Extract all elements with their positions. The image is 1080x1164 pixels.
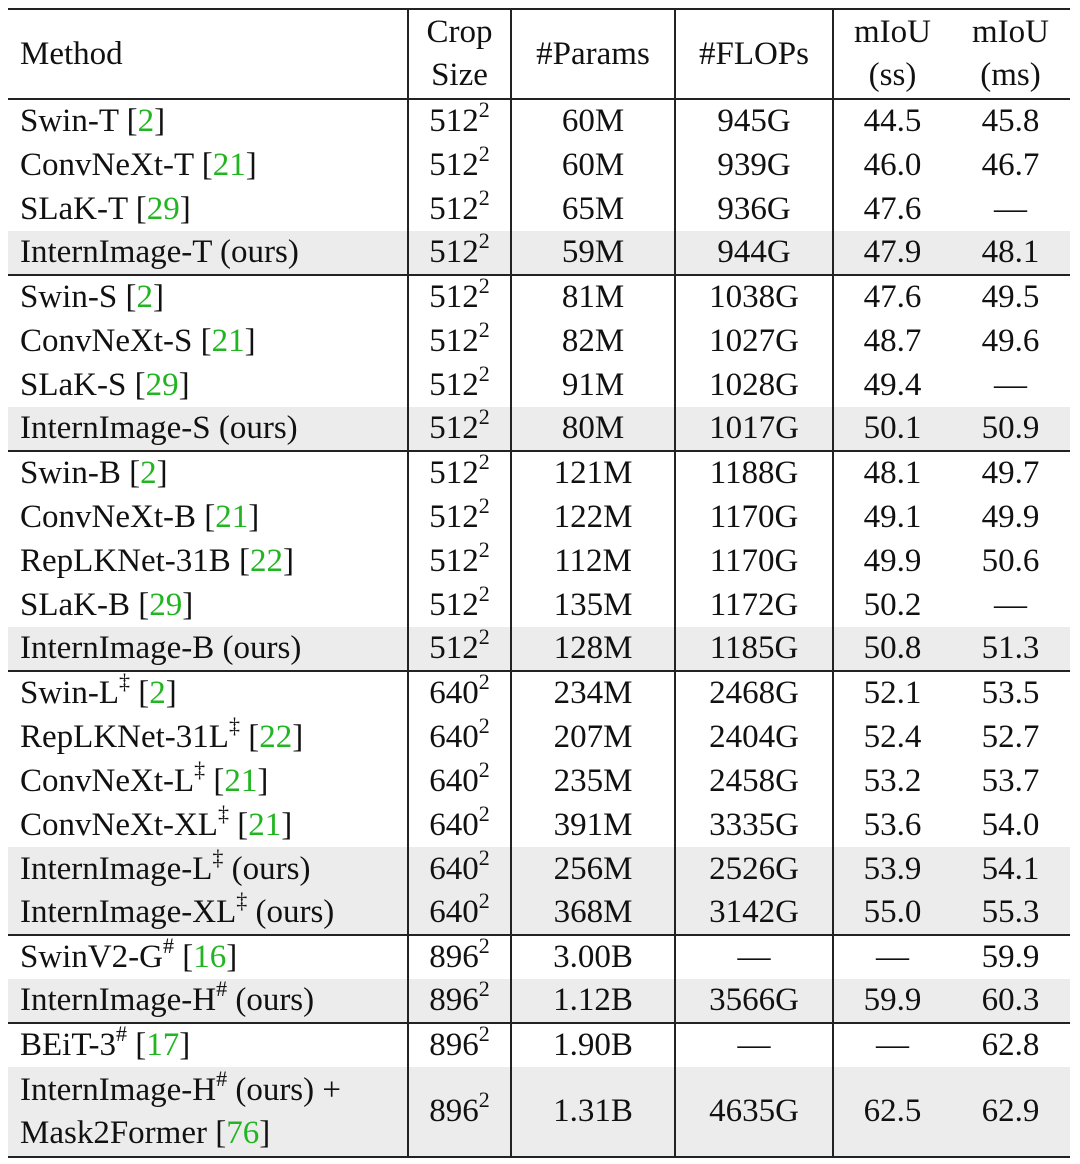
table-row [8,539,1070,583]
flops-cell: 936G [675,187,833,231]
table-row [8,451,1070,495]
method-name: InternImage-T [20,234,212,270]
citation-ref: 22 [250,542,284,579]
crop-size-exponent: 2 [478,536,490,562]
miou-ms-cell: 49.5 [951,275,1070,319]
miou-ss-cell: 48.7 [863,322,922,359]
params-cell: 135M [511,583,675,627]
miou-ms-cell: 60.3 [951,979,1070,1023]
miou-ms-cell: — [994,586,1027,623]
params-cell: 207M [511,715,675,759]
crop-size-value: 512 [429,279,479,315]
miou-ms-cell: 50.9 [951,407,1070,451]
miou-ss-cell: 53.6 [863,806,922,843]
method-name: RepLKNet-31L [20,718,229,755]
crop-size-value: 640 [429,850,479,887]
citation-ref: 29 [149,586,183,623]
crop-size-exponent: 2 [478,228,490,253]
table-row [8,275,1070,319]
method-cell: Swin-S [2] [8,275,408,319]
miou-ms-cell: 49.9 [981,498,1040,535]
miou-ms-cell: 51.3 [951,627,1070,671]
crop-size-cell [408,360,511,407]
crop-size-value: 640 [429,675,479,711]
miou-ms-cell: 49.7 [951,451,1070,495]
miou-ms-cell: 59.9 [951,935,1070,979]
method-name: SLaK-T [20,190,128,227]
crop-size-value: 512 [429,190,479,227]
results-table [8,8,1070,1158]
crop-size-value: 512 [429,322,479,359]
flops-cell: 939G [675,143,833,187]
table-row [8,671,1070,715]
params-cell: 128M [511,627,675,671]
params-cell: 391M [511,803,675,847]
crop-size-value: 896 [429,1027,479,1063]
citation-ref: 17 [146,1027,180,1063]
crop-size-cell [408,536,511,583]
flops-cell: 1028G [675,363,833,407]
crop-size-value: 512 [429,366,479,403]
crop-size-exponent: 2 [478,976,490,1001]
header-method: Method [8,9,408,99]
table-row [8,803,1070,847]
header-flops: #FLOPs [675,9,833,99]
method-name-line2: Mask2Former [20,1114,207,1151]
miou-ms-cell: 54.1 [951,847,1070,891]
flops-cell: 1027G [675,319,833,363]
crop-size-exponent: 2 [478,492,490,518]
method-name: Swin-T [20,103,119,139]
miou-ss-cell: 53.9 [833,847,951,891]
method-cell [8,888,408,935]
citation-ref: 21 [224,762,258,799]
crop-size-cell [408,451,511,495]
params-cell: 256M [511,847,675,891]
method-cell [8,844,408,891]
params-cell: 59M [511,231,675,275]
method-superscript: ‡ [194,756,206,782]
flops-cell: 1188G [675,451,833,495]
params-cell: 82M [511,319,675,363]
table-row [8,891,1070,935]
method-superscript: ‡ [228,712,240,738]
params-cell: 60M [511,99,675,143]
crop-size-cell [408,888,511,935]
method-superscript: # [163,933,175,958]
crop-size-value: 896 [429,939,479,975]
method-name: SwinV2-G [20,939,164,975]
crop-size-cell [408,140,511,187]
flops-cell: 2404G [675,715,833,759]
method-cell [8,627,408,671]
method-name: InternImage-H [20,982,217,1018]
method-superscript: # [216,1065,228,1091]
method-suffix: (ours) [222,630,302,666]
crop-size-exponent: 2 [478,1021,490,1046]
citation-ref: 16 [193,939,227,975]
crop-size-value: 640 [429,806,479,843]
header-row [8,9,1070,99]
miou-ss-cell: 59.9 [833,979,951,1023]
params-cell: 1.90B [511,1023,675,1067]
crop-size-value: 512 [429,103,479,139]
citation-ref: 29 [146,190,180,227]
crop-size-exponent: 2 [478,624,490,649]
miou-ss-cell: 47.6 [863,190,922,227]
miou-ss-cell: 47.6 [833,275,951,319]
results-body [8,99,1070,1157]
citation-ref: 29 [145,366,179,403]
citation-ref: 76 [226,1114,260,1151]
crop-size-cell [408,99,511,143]
miou-ms-cell: 53.7 [981,762,1040,799]
miou-ms-cell: 53.5 [951,671,1070,715]
flops-cell: 4635G [675,1067,833,1157]
miou-ms-cell: 49.6 [981,322,1040,359]
crop-size-exponent: 2 [478,800,490,826]
miou-ss-cell: 46.0 [863,146,922,183]
method-name: SLaK-S [20,366,127,403]
crop-size-exponent: 2 [478,449,490,474]
method-cell: ConvNeXt-XL‡ [21] [8,803,408,847]
table-row [8,143,1070,187]
method-name: InternImage-L [20,850,213,887]
crop-size-cell [408,624,511,671]
miou-ss-cell: — [833,1023,951,1067]
table-row [8,935,1070,979]
flops-cell: 1170G [675,495,833,539]
crop-size-exponent: 2 [478,184,490,210]
table-row [8,583,1070,627]
method-name: InternImage-H [20,1071,217,1108]
crop-size-cell [408,844,511,891]
header-miou-ss: mIoU (ss) [833,9,951,99]
citation-ref: 2 [136,279,153,315]
flops-cell: 2526G [675,847,833,891]
flops-cell: 3566G [675,979,833,1023]
crop-size-exponent: 2 [478,316,490,342]
method-cell: SLaK-T [29] [8,187,408,231]
method-cell: RepLKNet-31L‡ [22] [8,715,408,759]
table-row [8,187,1070,231]
crop-size-value: 512 [429,146,479,183]
crop-size-value: 512 [429,234,479,270]
table-row [8,1023,1070,1067]
miou-ss-cell: 49.1 [863,498,922,535]
miou-ms-cell: 46.7 [981,146,1040,183]
flops-cell: 1185G [675,627,833,671]
method-cell: ConvNeXt-L‡ [21] [8,759,408,803]
params-cell: 368M [511,891,675,935]
crop-size-cell [408,1023,511,1067]
miou-ms-cell: — [994,366,1027,403]
crop-size-cell [408,184,511,231]
citation-ref: 22 [259,718,293,755]
params-cell: 60M [511,143,675,187]
crop-size-exponent: 2 [478,844,490,870]
citation-ref: 2 [137,103,155,139]
crop-size-exponent: 2 [478,404,490,429]
method-name: ConvNeXt-L [20,762,195,799]
method-suffix: (ours) [220,234,299,270]
method-cell: RepLKNet-31B [22] [8,539,408,583]
crop-size-cell [408,1067,511,1157]
method-superscript: ‡ [217,800,229,826]
flops-cell: 944G [675,231,833,275]
miou-ss-cell: 49.9 [863,542,922,579]
citation-ref: 21 [215,498,249,535]
table-row [8,319,1070,363]
method-name: RepLKNet-31B [20,542,231,579]
crop-size-exponent: 2 [478,97,490,122]
table-row [8,495,1070,539]
crop-size-cell [408,935,511,979]
table-row [8,407,1070,451]
miou-ms-cell: 62.8 [951,1023,1070,1067]
method-suffix: (ours) [218,410,298,446]
method-name: InternImage-S [20,410,211,446]
flops-cell: 2468G [675,671,833,715]
crop-size-exponent: 2 [478,888,490,913]
params-cell: 112M [511,539,675,583]
params-cell: 3.00B [511,935,675,979]
table-row [8,715,1070,759]
miou-ms-cell: 50.6 [981,542,1040,579]
method-name: InternImage-B [20,630,215,666]
params-cell: 80M [511,407,675,451]
flops-cell: 3335G [675,803,833,847]
citation-ref: 2 [149,675,166,711]
method-superscript: # [115,1021,127,1046]
method-suffix: (ours) [235,982,315,1018]
citation-ref: 21 [248,806,282,843]
crop-size-value: 512 [429,410,479,446]
table-row [8,759,1070,803]
header-miou-ms: mIoU (ms) [951,9,1070,99]
miou-ss-cell: 62.5 [833,1067,951,1157]
flops-cell: 1172G [675,583,833,627]
crop-size-value: 896 [429,982,479,1018]
crop-size-cell [408,492,511,539]
crop-size-exponent: 2 [478,360,490,386]
method-cell: SLaK-S [29] [8,363,408,407]
crop-size-value: 640 [429,718,479,755]
miou-ms-cell: 52.7 [981,718,1040,755]
crop-size-cell [408,404,511,451]
crop-size-cell [408,275,511,319]
table-row [8,99,1070,143]
crop-size-value: 512 [429,542,479,579]
crop-size-value: 512 [429,498,479,535]
method-name: InternImage-XL [20,894,237,930]
table-row [8,1067,1070,1157]
method-cell: Swin-B [2] [8,451,408,495]
method-cell: ConvNeXt-T [21] [8,143,408,187]
params-cell: 234M [511,671,675,715]
citation-ref: 21 [211,322,245,359]
method-name: SLaK-B [20,586,130,623]
crop-size-cell [408,671,511,715]
miou-ss-cell: 49.4 [863,366,922,403]
miou-ss-cell: 48.1 [833,451,951,495]
miou-ms-cell: 54.0 [981,806,1040,843]
miou-ss-cell: 52.4 [863,718,922,755]
flops-cell: 1017G [675,407,833,451]
crop-size-exponent: 2 [478,756,490,782]
miou-ss-cell: 44.5 [833,99,951,143]
params-cell: 91M [511,363,675,407]
crop-size-exponent: 2 [478,933,490,958]
method-cell: BEiT-3# [17] [8,1023,408,1067]
table-row [8,363,1070,407]
method-cell: Swin-T [2] [8,99,408,143]
miou-ss-cell: — [833,935,951,979]
table-row [8,231,1070,275]
method-cell [8,407,408,451]
miou-ss-cell: 52.1 [833,671,951,715]
method-name: Swin-L [20,675,119,711]
crop-size-cell [408,228,511,275]
method-name: Swin-S [20,279,118,315]
crop-size-exponent: 2 [478,1087,490,1112]
params-cell: 81M [511,275,675,319]
method-suffix: (ours) [231,850,311,887]
flops-cell: 945G [675,99,833,143]
crop-size-cell [408,316,511,363]
header-params: #Params [511,9,675,99]
flops-cell: 1038G [675,275,833,319]
method-name: ConvNeXt-T [20,146,194,183]
miou-ms-cell: 62.9 [951,1067,1070,1157]
miou-ss-cell: 50.1 [833,407,951,451]
method-name: ConvNeXt-B [20,498,196,535]
miou-ms-cell: 48.1 [951,231,1070,275]
crop-size-exponent: 2 [478,273,490,298]
table-row [8,627,1070,671]
header-crop-size: Crop Size [408,9,511,99]
crop-size-cell [408,800,511,847]
method-name: ConvNeXt-XL [20,806,218,843]
method-cell: SwinV2-G# [16] [8,935,408,979]
method-cell: ConvNeXt-B [21] [8,495,408,539]
method-cell: ConvNeXt-S [21] [8,319,408,363]
method-superscript: # [216,976,228,1001]
table-row [8,979,1070,1023]
method-cell: SLaK-B [29] [8,583,408,627]
miou-ss-cell: 50.2 [863,586,922,623]
crop-size-cell [408,580,511,627]
params-cell: 235M [511,759,675,803]
crop-size-value: 512 [429,586,479,623]
flops-cell: 2458G [675,759,833,803]
flops-cell: — [675,1023,833,1067]
crop-size-exponent: 2 [478,712,490,738]
miou-ss-cell: 53.2 [863,762,922,799]
table-row [8,847,1070,891]
flops-cell: 1170G [675,539,833,583]
method-cell: Swin-L‡ [2] [8,671,408,715]
method-cell [8,976,408,1023]
miou-ss-cell: 50.8 [833,627,951,671]
crop-size-cell [408,756,511,803]
flops-cell: — [675,935,833,979]
crop-size-value: 896 [429,1093,479,1129]
method-name: ConvNeXt-S [20,322,193,359]
method-cell [8,231,408,275]
method-name: BEiT-3 [20,1027,116,1063]
method-name: Swin-B [20,455,121,491]
method-superscript: ‡ [119,669,130,694]
method-suffix: (ours) [255,894,335,930]
params-cell: 1.12B [511,979,675,1023]
citation-ref: 21 [212,146,246,183]
crop-size-cell [408,712,511,759]
miou-ss-cell: 55.0 [833,891,951,935]
miou-ss-cell: 47.9 [833,231,951,275]
crop-size-exponent: 2 [478,669,490,694]
params-cell: 122M [511,495,675,539]
method-superscript: ‡ [212,844,224,870]
params-cell: 65M [511,187,675,231]
citation-ref: 2 [140,455,157,491]
crop-size-value: 512 [429,630,479,666]
params-cell: 1.31B [511,1067,675,1157]
miou-ms-cell: — [994,190,1027,227]
crop-size-value: 640 [429,894,479,930]
crop-size-cell [408,976,511,1023]
miou-ms-cell: 45.8 [951,99,1070,143]
method-cell: InternImage-H# (ours) + Mask2Former [76] [8,1067,408,1157]
crop-size-value: 640 [429,762,479,799]
method-suffix: (ours) + [235,1071,341,1108]
crop-size-exponent: 2 [478,580,490,606]
flops-cell: 3142G [675,891,833,935]
method-superscript: ‡ [236,888,248,913]
miou-ms-cell: 55.3 [951,891,1070,935]
crop-size-exponent: 2 [478,140,490,166]
crop-size-value: 512 [429,455,479,491]
params-cell: 121M [511,451,675,495]
